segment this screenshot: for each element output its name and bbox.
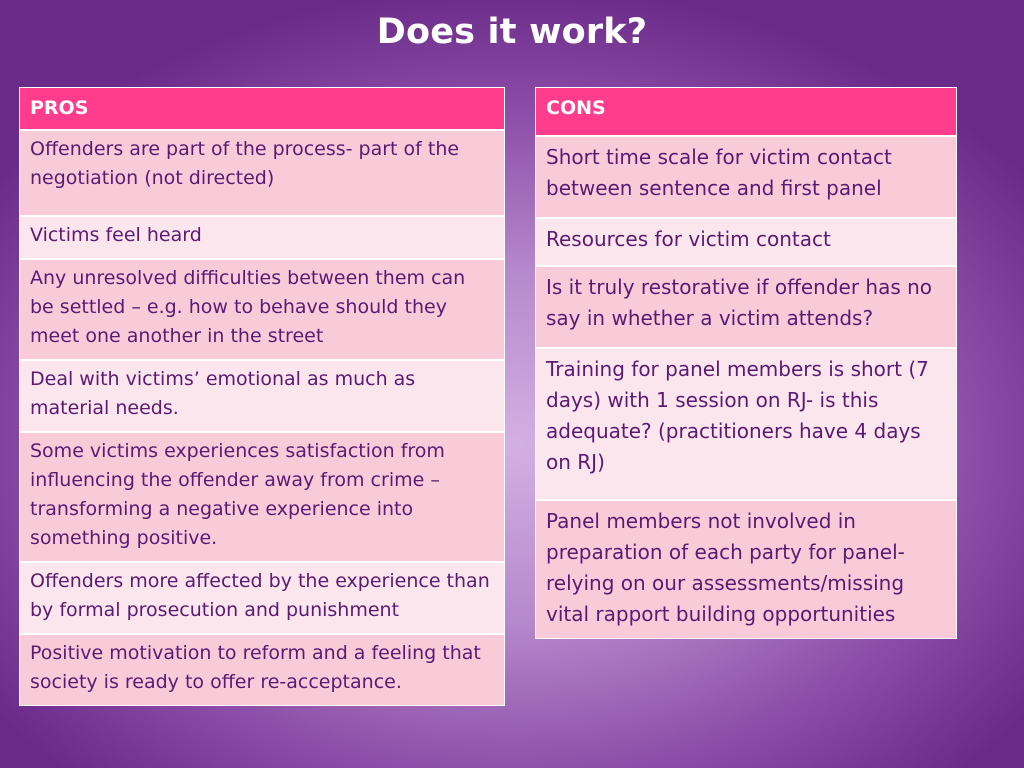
pros-row: Offenders more affected by the experience than by formal prosecution and punishment xyxy=(20,562,505,634)
cons-row: Is it truly restorative if offender has no say in whether a victim attends? xyxy=(536,266,957,348)
pros-row: Deal with victims’ emotional as much as material needs. xyxy=(20,360,505,432)
pros-table xyxy=(19,87,505,706)
pros-row: Victims feel heard xyxy=(20,216,505,259)
pros-row: Some victims experiences satisfaction from influencing the offender away from crime – transforming a negative experience into something positive. xyxy=(20,432,505,562)
cons-row: Short time scale for victim contact between sentence and first panel xyxy=(536,136,957,218)
cons-row: Training for panel members is short (7 days) with 1 session on RJ- is this adequate? (practitioners have 4 days on RJ) xyxy=(536,348,957,500)
slide-title: Does it work? xyxy=(376,12,648,52)
cons-table xyxy=(535,87,957,639)
pros-row: Positive motivation to reform and a feeling that society is ready to offer re-acceptance. xyxy=(20,634,505,706)
cons-header: CONS xyxy=(536,88,957,136)
cons-row: Panel members not involved in preparation of each party for panel- relying on our assessments/missing vital rapport building opportunities xyxy=(536,500,957,639)
cons-row: Resources for victim contact xyxy=(536,218,957,266)
pros-row: Any unresolved difficulties between them can be settled – e.g. how to behave should they meet one another in the street xyxy=(20,259,505,360)
pros-header: PROS xyxy=(20,88,505,130)
pros-row: Offenders are part of the process- part of the negotiation (not directed) xyxy=(20,130,505,216)
